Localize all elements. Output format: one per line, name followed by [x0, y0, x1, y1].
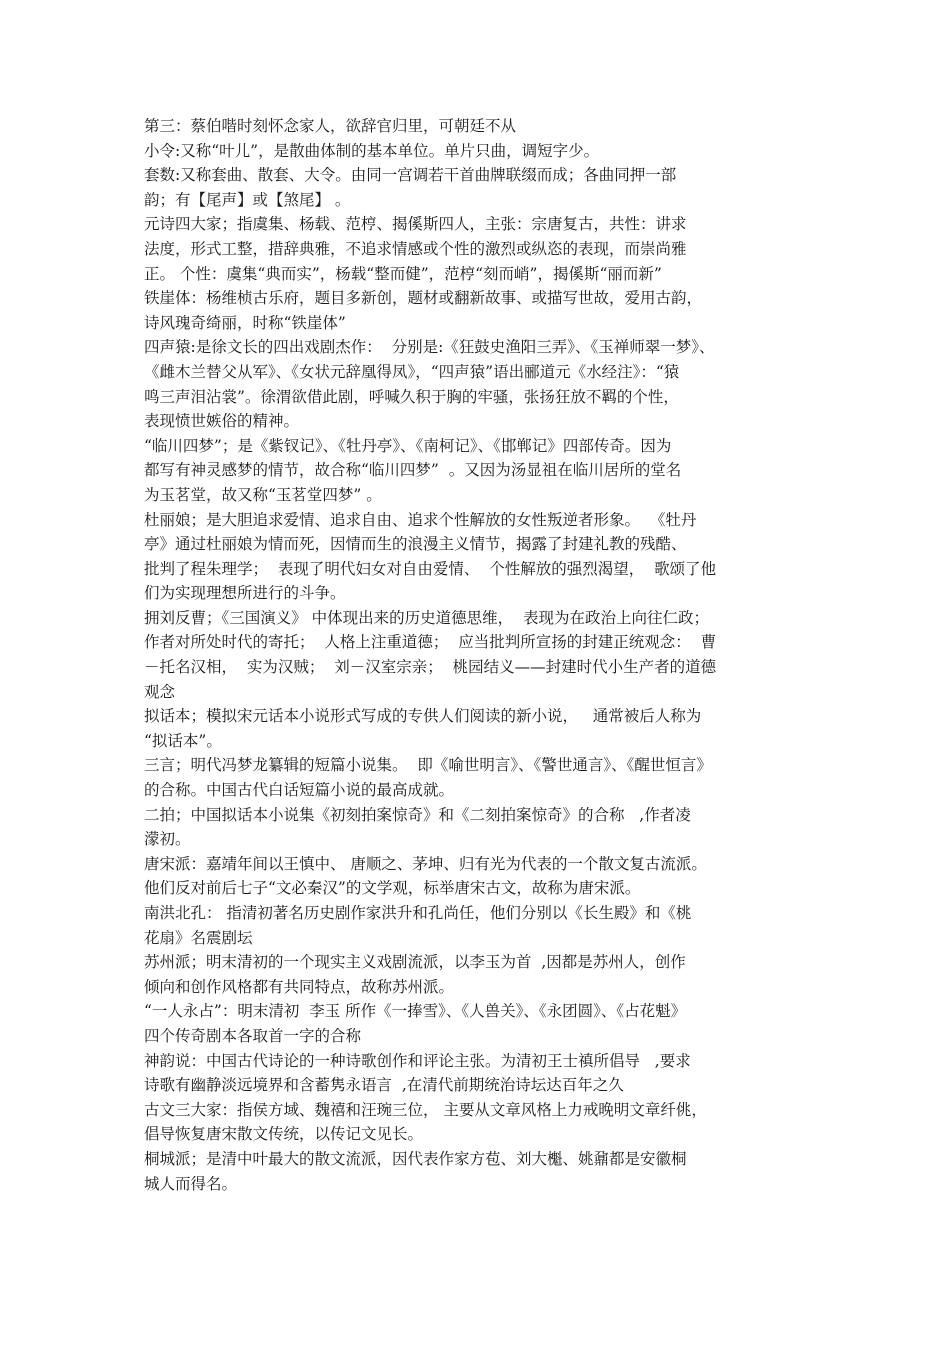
text-line: 的合称。中国古代白话短篇小说的最高成就。 — [144, 781, 455, 800]
text-line: 诗歌有幽静淡远境界和含蓄隽永语言 ,在清代前期统治诗坛达百年之久 — [144, 1076, 624, 1095]
text-line: 铁崖体：杨维桢古乐府，题目多新创，题材或翻新故事、或描写世故，爱用古韵， — [144, 289, 703, 308]
text-line: “拟话本”。 — [144, 731, 222, 750]
text-line: 都写有神灵感梦的情节，故合称“临川四梦” 。又因为汤显祖在临川居所的堂名 — [144, 461, 682, 480]
text-line: 濛初。 — [144, 830, 191, 849]
text-line: －托名汉相， 实为汉贼； 刘－汉室宗亲； 桃园结义——封建时代小生产者的道德 — [144, 658, 717, 677]
text-line: “一人永占”：明末清初 李玉 所作《一捧雪》、《人兽关》、《永团圆》、《占花魁》 — [144, 1002, 687, 1021]
text-line: 四个传奇剧本各取首一字的合称 — [144, 1026, 362, 1045]
text-line: 表现愤世嫉俗的精神。 — [144, 412, 300, 431]
text-line: 二拍；中国拟话本小说集《初刻拍案惊奇》和《二刻拍案惊奇》的合称 ,作者凌 — [144, 805, 691, 824]
text-line: 四声猿:是徐文长的四出戏剧杰作： 分别是:《狂鼓史渔阳三弄》、《玉禅师翠一梦》、 — [144, 338, 715, 357]
text-line: 套数:又称套曲、散套、大令。由同一宫调若干首曲牌联缀而成；各曲同押一部 — [144, 166, 677, 185]
text-line: 城人而得名。 — [144, 1174, 238, 1193]
text-line: 们为实现理想所进行的斗争。 — [144, 584, 346, 603]
text-line: 他们反对前后七子“文必秦汉”的文学观，标举唐宋古文，故称为唐宋派。 — [144, 879, 641, 898]
text-line: 古文三大家：指侯方域、魏禧和汪琬三位， 主要从文章风格上力戒晚明文章纤佻， — [144, 1100, 707, 1119]
text-line: 南洪北孔： 指清初著名历史剧作家洪升和孔尚任，他们分别以《长生殿》和《桃 — [144, 904, 692, 922]
text-line: 元诗四大家；指虞集、杨载、范梈、揭傒斯四人，主张：宗唐复古，共性：讲求 — [144, 215, 687, 234]
text-line: 倡导恢复唐宋散文传统，以传记文见长。 — [144, 1125, 424, 1144]
text-line: 桐城派；是清中叶最大的散文流派，因代表作家方苞、刘大櫆、姚鼐都是安徽桐 — [144, 1149, 687, 1168]
text-line: 三言；明代冯梦龙纂辑的短篇小说集。 即《喻世明言》、《警世通言》、《醒世恒言》 — [144, 756, 712, 775]
text-line: 诗风瑰奇绮丽，时称“铁崖体” — [144, 313, 346, 332]
text-line: 花扇》名震剧坛 — [144, 928, 253, 947]
text-line: 拟话本；模拟宋元话本小说形式写成的专供人们阅读的新小说， 通常被后人称为 — [144, 707, 702, 726]
text-line: 韵；有【尾声】或【煞尾】 。 — [144, 190, 351, 209]
document-body — [144, 114, 809, 1196]
text-line: 《雌木兰替父从军》、《女状元辞凰得凤》，“四声猿”语出郦道元《水经注》：“猿 — [144, 362, 680, 381]
text-line: 唐宋派：嘉靖年间以王慎中、 唐顺之、茅坤、归有光为代表的一个散文复古流派。 — [144, 854, 707, 873]
text-line: 倾向和创作风格都有共同特点，故称苏州派。 — [144, 977, 455, 996]
text-line: 亭》通过杜丽娘为情而死，因情而生的浪漫主义情节，揭露了封建礼教的残酷、 — [144, 535, 687, 554]
text-line: 批判了程朱理学； 表现了明代妇女对自由爱情、 个性解放的强烈渴望， 歌颂了他 — [144, 559, 717, 578]
text-line: 第三：蔡伯喈时刻怀念家人，欲辞官归里，可朝廷不从 — [144, 117, 517, 135]
text-line: “临川四梦”；是《紫钗记》、《牡丹亭》、《南柯记》、《邯郸记》四部传奇。因为 — [144, 436, 672, 455]
text-line: 正。 个性：虞集“典而实”，杨载“整而健”，范梈“刻而峭”，揭傒斯“丽而新” — [144, 264, 662, 283]
text-line: 神韵说：中国古代诗论的一种诗歌创作和评论主张。为清初王士禛所倡导 ,要求 — [144, 1051, 691, 1070]
text-line: 杜丽娘；是大胆追求爱情、追求自由、追求个性解放的女性叛逆者形象。 《牡丹 — [144, 510, 697, 529]
text-line: 法度，形式工整，措辞典雅，不追求情感或个性的激烈或纵恣的表现，而崇尚雅 — [144, 239, 687, 258]
text-line: 苏州派；明末清初的一个现实主义戏剧流派，以李玉为首 ,因都是苏州人，创作 — [144, 953, 686, 972]
text-line: 拥刘反曹；《三国演义》 中体现出来的历史道德思维， 表现为在政治上向往仁政； — [144, 608, 710, 627]
text-line: 作者对所处时代的寄托； 人格上注重道德； 应当批判所宣扬的封建正统观念： 曹 — [144, 633, 717, 652]
text-line: 小令:又称“叶儿”，是散曲体制的基本单位。单片只曲，调短字少。 — [144, 141, 600, 160]
text-line: 鸣三声泪沾裳”。徐渭欲借此剧，呼喊久积于胸的牢骚，张扬狂放不羁的个性， — [144, 387, 679, 406]
text-line: 为玉茗堂，故又称“玉茗堂四梦” 。 — [144, 485, 382, 504]
text-line: 观念 — [144, 682, 176, 701]
